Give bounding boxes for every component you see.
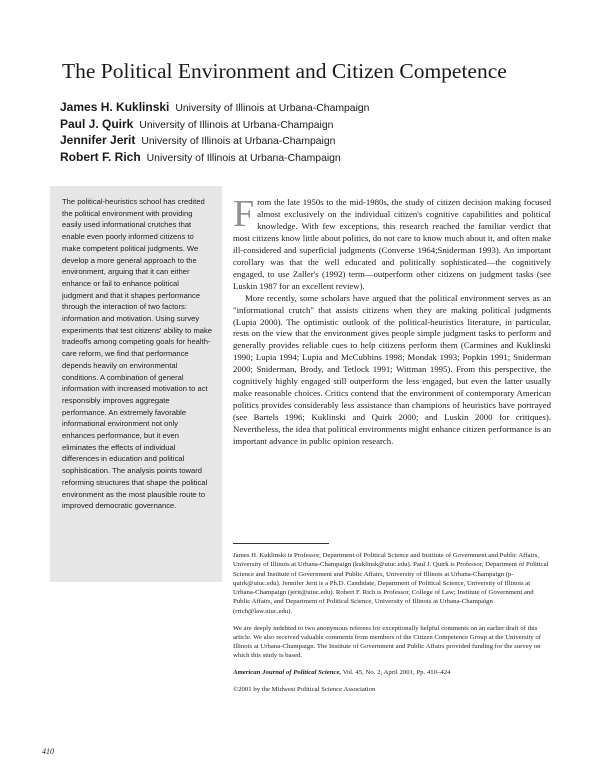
author-list [60,100,580,166]
author-affiliation: University of Illinois at Urbana-Champaign [141,136,336,147]
journal-citation [233,668,551,677]
drop-cap: F [233,193,255,235]
author-line [60,117,580,134]
journal-details: Vol. 45, No. 2, April 2001, Pp. 410–424 [341,669,451,677]
author-affiliation: University of Illinois at Urbana-Champaign [146,152,341,164]
author-name: Jennifer Jerit [60,133,136,147]
article-body [233,193,551,448]
author-affiliation: University of Illinois at Urbana-Champaign [175,103,370,114]
footnote-divider [233,543,329,544]
paragraph-text: rom the late 1950s to the mid-1980s, the study of citizen decision making focused almost exclusively on the individual citizen's cognitive capabilities and political knowledge. With few exceptions, this research reached the familiar verdict that most citizens know little about politics, do not care to know much about it, and often make ill-considered and superficial judgments (Converse 1964;Sniderman 1993). An important corollary was that the well educated and politically sophisticated—the cognitively engaged, to use Zaller's (1992) term—outperform other citizens on judgment tasks (see Luskin 1987 for an excellent review). [233,197,551,291]
article-title: The Political Environment and Citizen Competence [62,59,507,83]
author-line [60,100,580,117]
abstract-box [50,186,222,582]
author-bios: James H. Kuklinski is Professor, Department of Political Science and Institute of Government and Public Affairs, University of Illinois at Urbana-Champaign (kuklinsk@uiuc.edu). Paul J. Quirk is Professor, Department of Political Science and Institute of Government and Public Affairs, University of Illinois at Urbana-Champaign (p-quirk@uiuc.edu). Jennifer Jerit is a Ph.D. Candidate, Department of Political Science, University of Illinois at Urbana-Champaign (jerit@uiuc.edu). Robert F. Rich is Professor, College of Law; Institute of Government and Public Affairs, and Department of Political Science, University of Illinois at Urbana-Champaign (rrich@law.uiuc.edu). [233,552,549,615]
author-line [60,150,580,167]
author-name: Robert F. Rich [60,149,141,164]
author-line [60,133,580,150]
acknowledgments: We are deeply indebted to two anonymous referees for exceptionally helpful comments on an earlier draft of this article. We also received valuable comments from members of the Citizen Competence Group at the University of Illinois at Urbana-Champaign. The Institute of Government and Public Affairs provided funding for the survey on which this study is based. [233,624,542,660]
author-name: James H. Kuklinski [60,100,170,114]
author-name: Paul J. Quirk [60,116,134,131]
footnotes [233,551,551,702]
author-affiliation: University of Illinois at Urbana-Champaign [139,119,334,131]
page-number: 410 [42,747,54,756]
journal-name: American Journal of Political Science, [233,669,342,677]
copyright: ©2001 by the Midwest Political Science Association [233,686,376,694]
body-paragraph-2: More recently, some scholars have argued that the political environment serves as an "informational crutch" that assists citizens when they are making political judgments (Lupia 2000). The optimistic outlook of the political-heuristics literature, in particular, rests on the view that the environment gives people simple judgment tasks to perform and generally provides reliable cues to help citizens perform them (Carmines and Kuklinski 1990; Lupia 1994; Lupia and McCubbins 1998; Mondak 1993; Popkin 1991; Sniderman 2000; Sniderman, Brody, and Tetlock 1991; Wittman 1995). From this perspective, the cognitively highly engaged still outperform the less engaged, but even the latter usually make reasonable choices. Critics contend that the environment of contemporary American politics provides considerably less assistance than champions of heuristics have portrayed (see Bartels 1996; Kuklinski and Quirk 2000; and Luskin 2000 for critiques). Nevertheless, the idea that political environments might enhance citizen performance is an important advance in public opinion research. [233,292,551,447]
body-paragraph-1 [233,193,551,293]
abstract-text: The political-heuristics school has credited the political environment with providing easily used informational crutches that enable even poorly informed citizens to make competent political judgments. We develop a more general approach to the environment, arguing that it can either enhance or fail to enhance political judgment and that it shapes performance through the interaction of two factors: information and motivation. Using survey experiments that test citizens' ability to make tradeoffs among competing goals for health-care reform, we find that performance depends heavily on environmental conditions. A combination of general information with increased motivation to act responsibly improves aggregate performance. An extremely favorable informational environment not only enhances performance, but it even eliminates the effects of individual differences in education and political sophistication. The analysis points toward reforming structures that shape the political environment as the most plausible route to improved democratic governance. [62,197,213,511]
